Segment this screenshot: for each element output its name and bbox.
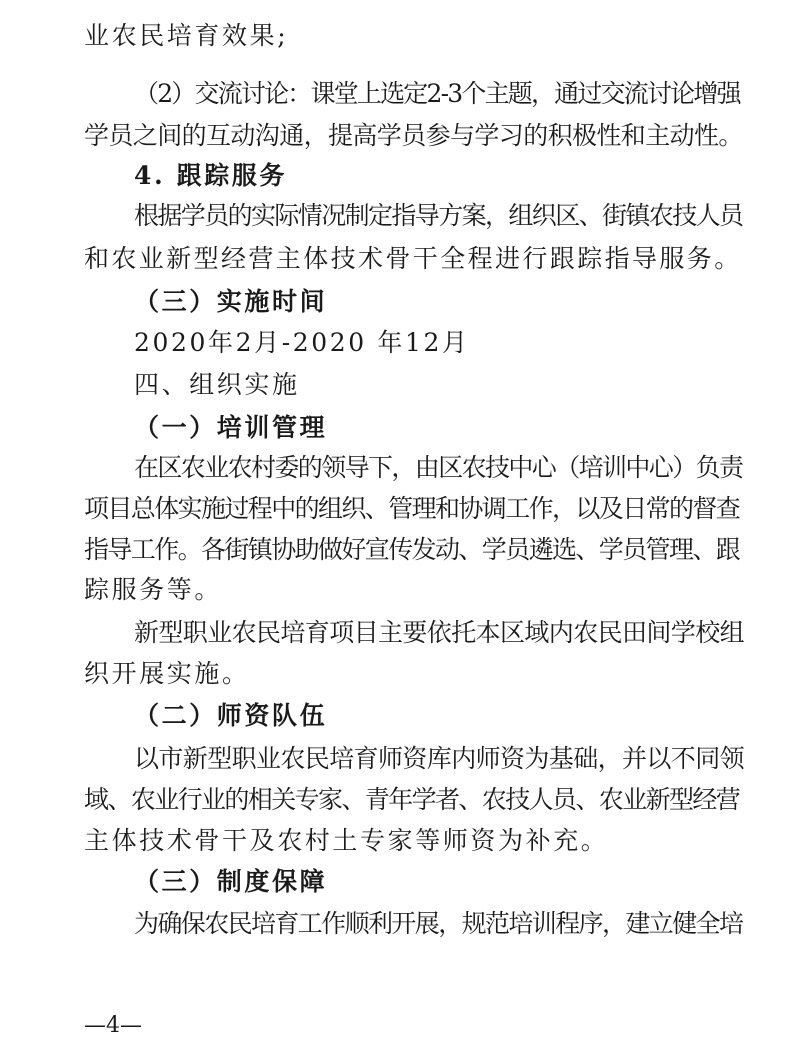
paragraph-line: 学员之间的互动沟通，提高学员参与学习的积极性和主动性。	[84, 121, 743, 150]
paragraph-line: 在区农业农村委的领导下，由区农技中心（培训中心）负责	[134, 453, 743, 482]
section-heading: （三）制度保障	[134, 867, 328, 896]
paragraph-line: 业农民培育效果;	[84, 21, 289, 50]
paragraph-line: 以市新型职业农民培育师资库内师资为基础，并以不同领	[134, 744, 745, 773]
paragraph-line: （2）交流讨论：课堂上选定2-3个主题，通过交流讨论增强	[134, 79, 740, 108]
page-number: —4—	[84, 1013, 142, 1038]
paragraph-line: 2020年2月-2020 年12月	[134, 328, 470, 357]
paragraph-line: 踪服务等。	[84, 575, 223, 604]
section-heading: （二）师资队伍	[134, 701, 328, 730]
paragraph-line: 织开展实施。	[84, 659, 250, 688]
section-heading: （一）培训管理	[134, 413, 328, 442]
paragraph-line: 项目总体实施过程中的组织、管理和协调工作，以及日常的督查	[84, 494, 740, 523]
section-heading: 4. 跟踪服务	[134, 161, 288, 190]
paragraph-line: 指导工作。各街镇协助做好宣传发动、学员遴选、学员管理、跟	[84, 535, 740, 564]
section-heading: （三）实施时间	[134, 287, 328, 316]
paragraph-line: 和农业新型经营主体技术骨干全程进行跟踪指导服务。	[84, 244, 742, 273]
section-heading: 四、组织实施	[134, 370, 300, 399]
paragraph-line: 根据学员的实际情况制定指导方案，组织区、街镇农技人员	[134, 201, 743, 230]
paragraph-line: 域、农业行业的相关专家、青年学者、农技人员、农业新型经营	[84, 785, 740, 814]
paragraph-line: 为确保农民培育工作顺利开展，规范培训程序，建立健全培	[134, 909, 743, 938]
paragraph-line: 主体技术骨干及农村土专家等师资为补充。	[84, 826, 609, 855]
paragraph-line: 新型职业农民培育项目主要依托本区域内农民田间学校组	[134, 618, 745, 647]
